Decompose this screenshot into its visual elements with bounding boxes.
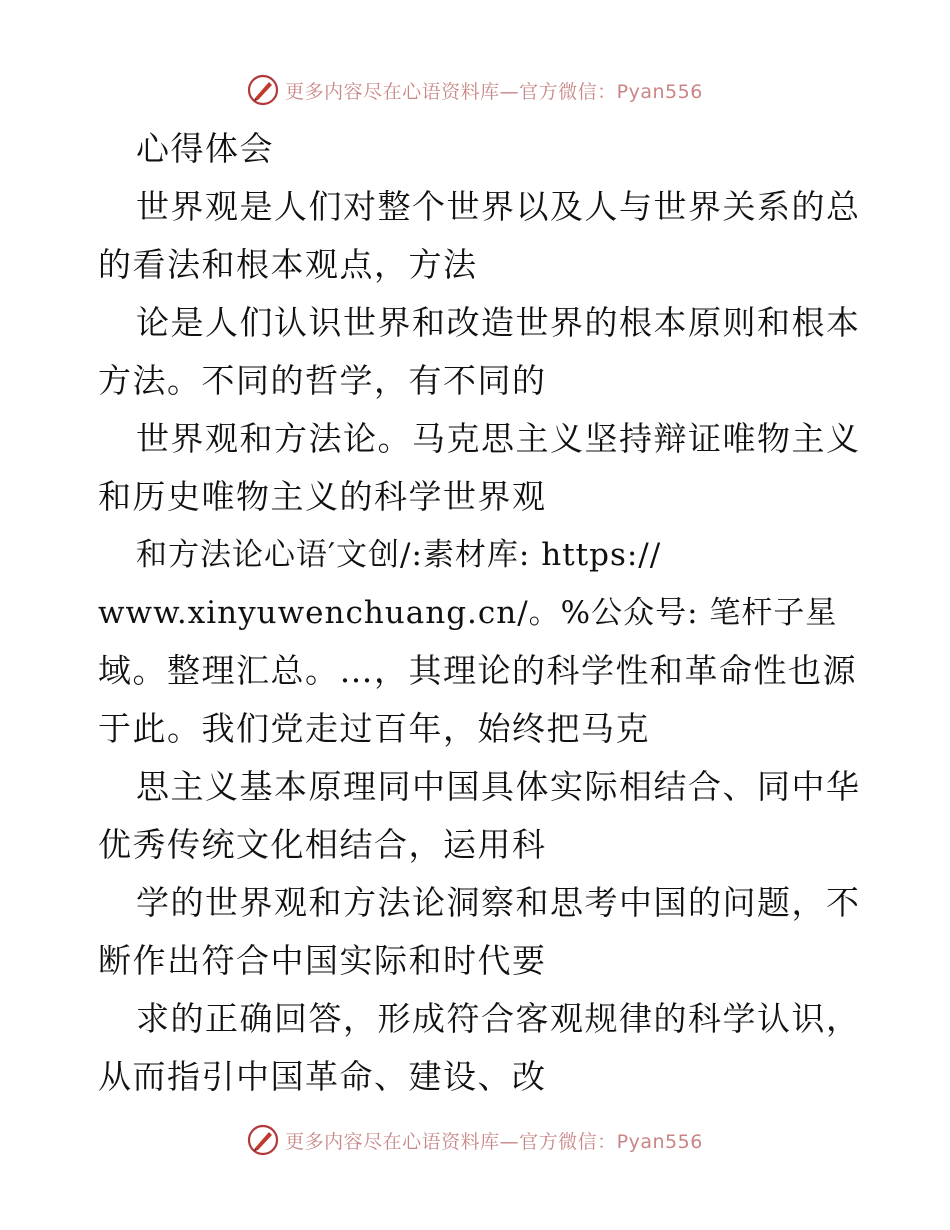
body-line: 优秀传统文化相结合，运用科 bbox=[98, 825, 547, 864]
body-line: www.xinyuwenchuang.cn/。%公众号: 笔杆子星 bbox=[98, 595, 838, 631]
body-line: 和历史唯物主义的科学世界观 bbox=[98, 477, 547, 516]
body-line: 论是人们认识世界和改造世界的根本原则和根本 bbox=[136, 303, 861, 342]
footer-watermark bbox=[0, 1120, 950, 1160]
header-watermark bbox=[0, 70, 950, 110]
footer-watermark-text: 更多内容尽在心语资料库—官方微信：Pyan556 bbox=[285, 1130, 703, 1153]
red-quill-logo-icon bbox=[247, 1124, 279, 1156]
body-line: 从而指引中国革命、建设、改 bbox=[98, 1057, 547, 1096]
body-line: 断作出符合中国实际和时代要 bbox=[98, 941, 547, 980]
body-line: 于此。我们党走过百年，始终把马克 bbox=[98, 709, 650, 748]
document-body bbox=[98, 120, 861, 1106]
body-line: 和方法论心语′文创/:素材库: https:// bbox=[136, 537, 662, 573]
body-line: 的看法和根本观点，方法 bbox=[98, 245, 478, 284]
header-watermark-text: 更多内容尽在心语资料库—官方微信：Pyan556 bbox=[285, 80, 703, 103]
body-line: 心得体会 bbox=[136, 129, 274, 168]
body-line: 思主义基本原理同中国具体实际相结合、同中华 bbox=[136, 767, 861, 806]
red-quill-logo-icon bbox=[247, 74, 279, 106]
body-line: 世界观和方法论。马克思主义坚持辩证唯物主义 bbox=[136, 419, 861, 458]
body-line: 世界观是人们对整个世界以及人与世界关系的总 bbox=[136, 187, 861, 226]
body-line: 域。整理汇总。…，其理论的科学性和革命性也源 bbox=[98, 651, 857, 690]
body-line: 学的世界观和方法论洞察和思考中国的问题，不 bbox=[136, 883, 861, 922]
body-line: 方法。不同的哲学，有不同的 bbox=[98, 361, 547, 400]
body-line: 求的正确回答，形成符合客观规律的科学认识， bbox=[136, 999, 861, 1038]
